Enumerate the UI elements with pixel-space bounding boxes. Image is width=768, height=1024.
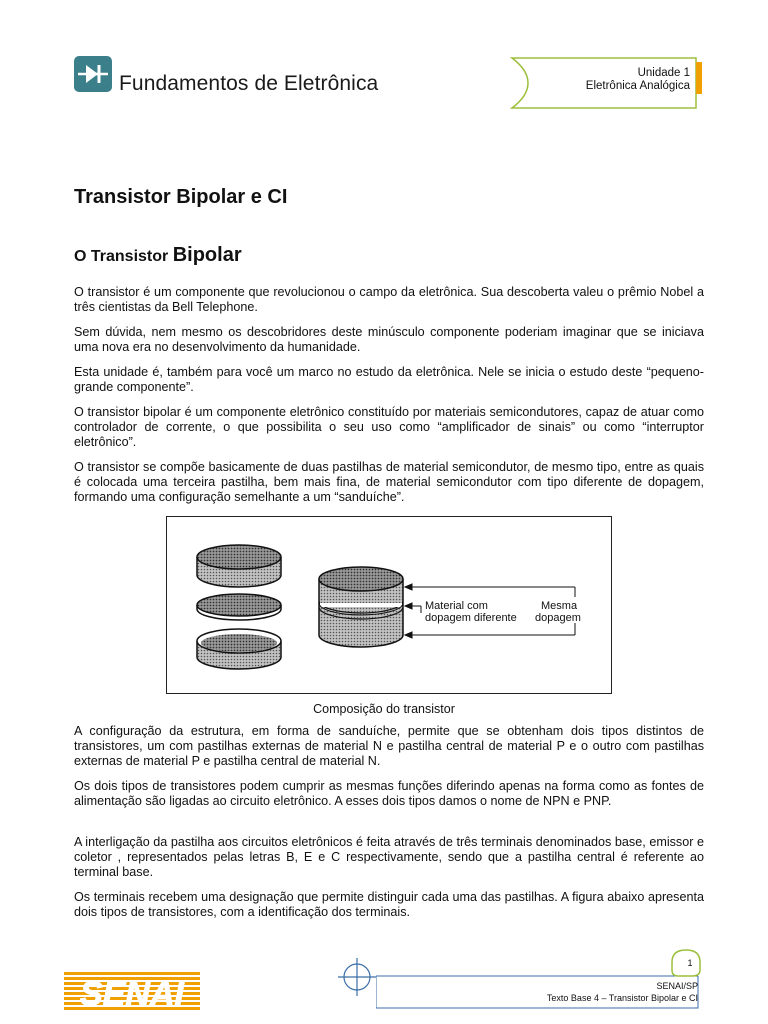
figure-caption: Composição do transistor [313, 702, 455, 716]
unit-label-block [586, 67, 690, 93]
label-same-doping-line2: dopagem [535, 612, 581, 624]
paragraph: Sem dúvida, nem mesmo os descobridores deste minúsculo componente poderiam imaginar que se iniciava uma nova era no desenvolvimento da humanidade. [74, 325, 704, 355]
paragraph: Os terminais recebem uma designação que permite distinguir cada uma das pastilhas. A figura abaixo apresenta dois tipos de transistores, com a identificação dos terminais. [74, 890, 704, 920]
crosshair-icon [338, 958, 376, 996]
footer-doc-title: Texto Base 4 – Transistor Bipolar e CI [546, 993, 698, 1003]
label-different-doping-line2: dopagem diferente [425, 612, 517, 624]
label-same-doping-line1: Mesma [541, 600, 578, 612]
section-title-word: Bipolar [172, 244, 242, 266]
page-title: Transistor Bipolar e CI [74, 186, 288, 208]
document-title: Fundamentos de Eletrônica [119, 72, 379, 95]
paragraph: O transistor bipolar é um componente eletrônico constituído por materiais semicondutores, capaz de atuar como controlador de corrente, o que possibilita o seu uso como “amplificador de sinais” ou como “interruptor eletrônico”. [74, 405, 704, 450]
section-title-prefix: O Transistor [74, 248, 173, 265]
paragraph: O transistor é um componente que revolucionou o campo da eletrônica. Sua descoberta valeu o prêmio Nobel a três cientistas da Bell Telephone. [74, 285, 704, 315]
footer-org: SENAI/SP [656, 981, 698, 991]
paragraph: Os dois tipos de transistores podem cumprir as mesmas funções diferindo apenas na forma como as fontes de alimentação são ligadas ao circuito eletrônico. A esses dois tipos damos o nome de NPN e PNP. [74, 779, 704, 809]
unit-number: Unidade 1 [637, 67, 690, 79]
paragraph: Esta unidade é, também para você um marco no estudo da eletrônica. Nele se inicia o estudo deste “pequeno-grande componente”. [74, 365, 704, 395]
senai-logo-icon [64, 972, 200, 1010]
senai-logo-text: SENAI [80, 975, 184, 1010]
diode-logo-icon [74, 56, 112, 92]
transistor-composition-figure [166, 516, 612, 694]
stacked-wafers [319, 567, 403, 647]
transistor-wafer-diagram [167, 517, 611, 693]
paragraph: A configuração da estrutura, em forma de sanduíche, permite que se obtenham dois tipos distintos de transistores, um com pastilhas externas de material N e pastilha central de material P e o outro com pastilhas externas de material P e pastilha central de material N. [74, 724, 704, 769]
paragraph: A interligação da pastilha aos circuitos eletrônicos é feita através de três terminais denominados base, emissor e coletor , representados pelas letras B, E e C respectivamente, sendo que a pastilha central é referente ao terminal base. [74, 835, 704, 880]
paragraph: O transistor se compõe basicamente de duas pastilhas de material semicondutor, de mesmo tipo, entre as quais é colocada uma terceira pastilha, bem mais fina, de material semicondutor com tipo diferente de dopagem, formando uma configuração semelhante a um “sanduíche”. [74, 460, 704, 505]
section-title [74, 244, 242, 267]
label-different-doping-line1: Material com [425, 600, 488, 612]
separated-wafers [197, 545, 281, 669]
unit-name: Eletrônica Analógica [585, 80, 690, 92]
page-number: 1 [687, 958, 693, 968]
